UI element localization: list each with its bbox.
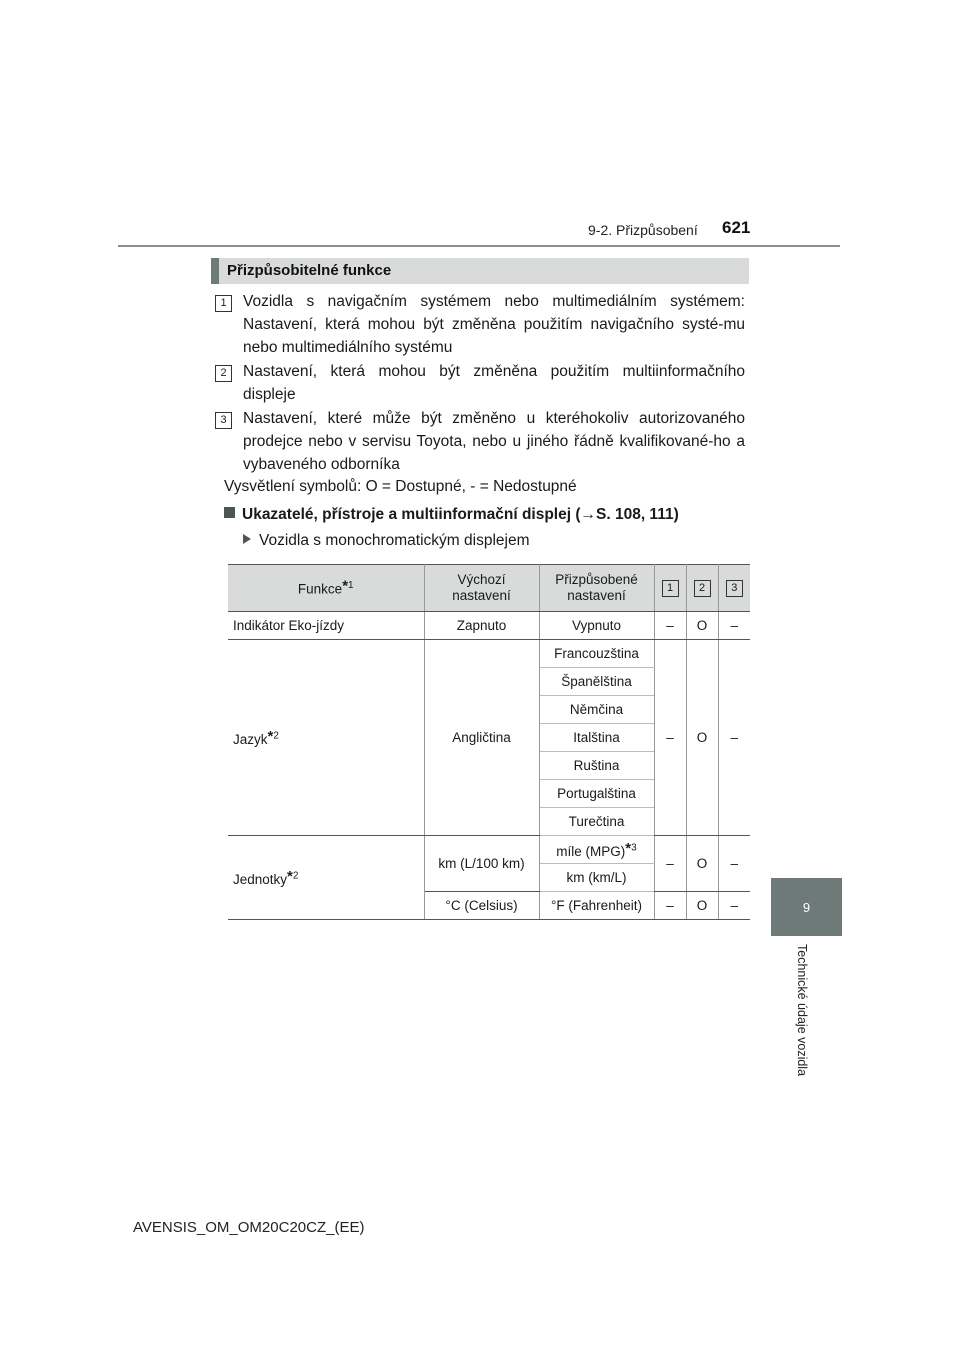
language-option: Portugalština (539, 780, 654, 808)
symbol-legend: Vysvětlení symbolů: O = Dostupné, - = Nedostupné (224, 478, 577, 495)
language-c3: – (718, 640, 750, 836)
page-number: 621 (722, 218, 751, 237)
item-text-3: Nastavení, které může být změněno u kteréhokoliv autorizovaného prodejce nebo v servisu Toyota, nebo u jiného řádně kvalifikované-ho a vybaveného odborníka (243, 410, 745, 473)
units-temp-c2: O (686, 892, 718, 920)
eco-c1: – (654, 612, 686, 640)
units-temp-c3: – (718, 892, 750, 920)
header-col-3: 3 (718, 565, 750, 612)
table-header-row (228, 565, 750, 612)
section-title: Přizpůsobitelné funkce (211, 258, 749, 284)
chapter-tab (771, 878, 842, 936)
item-text-1: Vozidla s navigačním systémem nebo multimediálním systémem: Nastavení, která mohou být změněna použitím navigačního systé-mu nebo multimediálního systému (243, 293, 745, 356)
document-code: AVENSIS_OM_OM20C20CZ_(EE) (133, 1219, 365, 1236)
language-c2: O (686, 640, 718, 836)
language-c1: – (654, 640, 686, 836)
language-default: Angličtina (424, 640, 539, 836)
units-distance-c2: O (686, 836, 718, 892)
language-option: Němčina (539, 696, 654, 724)
units-distance-option: míle (MPG)*$^3$ (539, 836, 654, 864)
language-option: Ruština (539, 752, 654, 780)
units-distance-option: km (km/L) (539, 864, 654, 892)
units-distance-c1: – (654, 836, 686, 892)
item-text-2: Nastavení, která mohou být změněna použitím multiinformačního displeje (243, 363, 745, 403)
header-col-1: 1 (654, 565, 686, 612)
eco-c2: O (686, 612, 718, 640)
table-row (228, 612, 750, 640)
triangle-bullet-icon (243, 534, 251, 544)
subheading-text: Ukazatelé, přístroje a multiinformační displej (→S. 108, 111) (242, 506, 679, 523)
eco-custom: Vypnuto (539, 612, 654, 640)
header-function: Funkce*$^1$ (228, 565, 424, 612)
vehicle-condition-text: Vozidla s monochromatickým displejem (259, 532, 530, 549)
item-number-2: 2 (215, 365, 232, 382)
language-name: Jazyk*$^2$ (228, 640, 424, 836)
language-option: Italština (539, 724, 654, 752)
units-temp-c1: – (654, 892, 686, 920)
square-bullet-icon (224, 507, 235, 518)
eco-c3: – (718, 612, 750, 640)
units-distance-c3: – (718, 836, 750, 892)
table-row (228, 836, 750, 864)
header-custom: Přizpůsobené nastavení (539, 565, 654, 612)
item-number-1: 1 (215, 295, 232, 312)
header-default: Výchozí nastavení (424, 565, 539, 612)
chapter-label: Technické údaje vozidla (795, 944, 809, 1077)
table-row (228, 640, 750, 668)
units-distance-default: km (L/100 km) (424, 836, 539, 892)
units-temp-default: °C (Celsius) (424, 892, 539, 920)
units-temp-custom: °F (Fahrenheit) (539, 892, 654, 920)
item-number-3: 3 (215, 412, 232, 429)
chapter-number: 9 (802, 899, 811, 915)
header-divider (118, 245, 840, 247)
section-reference: 9-2. Přizpůsobení (588, 222, 698, 238)
language-option: Španělština (539, 668, 654, 696)
eco-default: Zapnuto (424, 612, 539, 640)
header-col-2: 2 (686, 565, 718, 612)
eco-name: Indikátor Eko-jízdy (228, 612, 424, 640)
settings-table (228, 564, 750, 920)
language-option: Turečtina (539, 808, 654, 836)
language-option: Francouzština (539, 640, 654, 668)
subheading (224, 506, 679, 524)
vehicle-condition (243, 532, 530, 550)
units-name: Jednotky*$^2$ (228, 836, 424, 920)
